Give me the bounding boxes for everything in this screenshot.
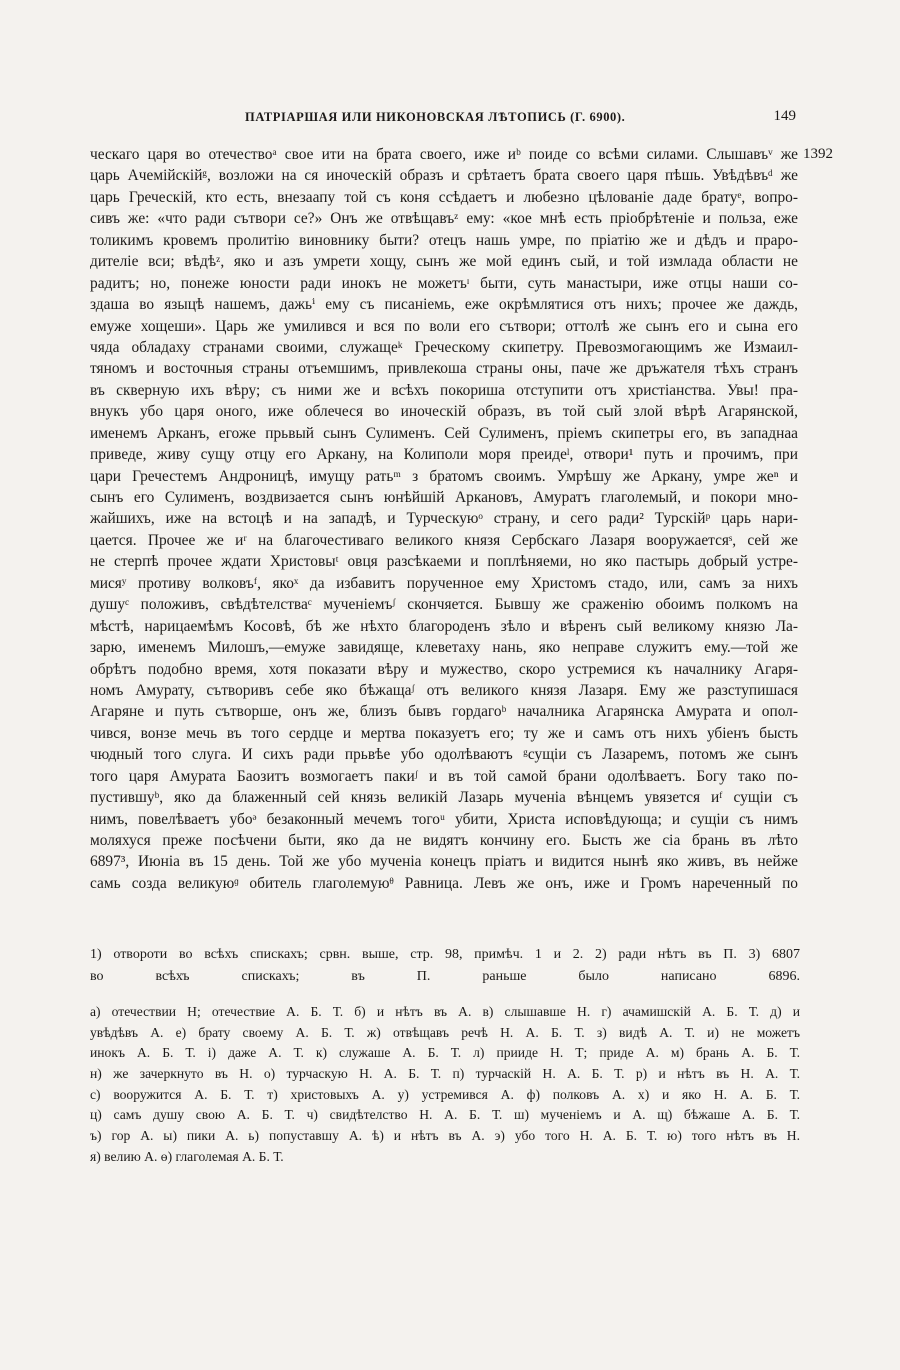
variant-readings-block — [90, 1002, 800, 1168]
footnote-line: во всѣхъ спискахъ; въ П. раньше было написано 6896. — [90, 968, 800, 984]
text-line: приведе, живу сущу отцу его Аркану, на Колиполи моря преидеˡ, отвори¹ путь и прочимъ, при — [90, 446, 798, 464]
variant-line: увѣдѣвъ А. е) брату своему А. Б. Т. ж) отвѣщавъ речѣ Н. А. Б. Т. з) видѣ А. Т. и) не можетъ — [90, 1024, 800, 1040]
main-text-block — [90, 144, 798, 894]
text-line: Агаряне и путь сътворше, онъ же, близъ бывъ гордагоᵇ началника Агарянска Амурата и опол- — [90, 703, 798, 721]
variant-line: ъ) гор А. ы) пики А. ь) попуставшу А. ѣ) и нѣтъ въ А. э) убо того Н. А. Б. Т. ю) того нѣтъ въ Н. — [90, 1128, 800, 1144]
text-line: здаша во языцѣ нашемъ, дажьⁱ ему съ писаніемь, еже окрѣмлятися отъ нихъ; прочее же даждь, — [90, 296, 798, 314]
text-line: чяда обладаху странами своими, служащеᵏ Греческому скипетру. Превозмогающимъ же Измаил- — [90, 338, 798, 356]
variant-line: инокъ А. Б. Т. і) даже А. Т. к) служаше А. Б. Т. л) прииде Н. Т; приде А. м) брань А. Б. Т. — [90, 1045, 800, 1061]
text-line: именемъ Арканъ, егоже прьвый сынъ Сулименъ. Сей Сулименъ, пріемъ скипетры его, въ западнаа — [90, 424, 798, 442]
text-line: царь Греческій, кто есть, внезаапу той съ коня ссѣдаетъ и любезно цѣлованіе даде братуᵉ, вопро- — [90, 188, 798, 206]
text-line: жайшихъ, иже на встоцѣ и на западѣ, и Турческуюᵒ страну, и сего ради² Турскійᵖ царь нари- — [90, 510, 798, 528]
page-header — [90, 110, 800, 132]
text-line: радитъ; но, понеже юности ради инокъ не можетъᶦ быти, суть манастыри, иже отцы наши со- — [90, 274, 798, 292]
text-line: нимъ, повелѣваетъ убоᵊ безаконный мечемъ тогоᵘ убити, Христа исповѣдующа; и сущіи съ нимъ — [90, 810, 798, 828]
text-line: сынъ его Сулименъ, воздвизается сынъ юнѣйшій Аркановъ, Амуратъ глаголемый, и покори мно- — [90, 489, 798, 506]
text-line: душуᶜ положивъ, свѣдѣтелстваᶜ мученіемъᶴ скончяется. Бывшу же сраженію обоимъ полкомъ на — [90, 596, 798, 614]
text-line: царь Ачемійскійᵍ, возложи на ся иноческій образъ и срѣтаетъ брата своего царя пѣшь. Увѣдѣвъᵈ же — [90, 167, 798, 185]
variant-line: с) вооружится А. Б. Т. т) христовыхъ А. у) устремився А. ф) полковъ А. х) и яко Н. А. Б. Т. — [90, 1086, 800, 1102]
text-line: 6897³, Июніа въ 15 день. Той же убо мученіа конецъ пріатъ и видится нынѣ яко живъ, въ нейже — [90, 853, 798, 871]
variant-line: я) велию А. ѳ) глаголемая А. Б. Т. — [90, 1148, 284, 1164]
text-line: обрѣтъ подобно время, хотя показати вѣру и мужество, скоро устремися къ началнику Агаря- — [90, 660, 798, 678]
text-line: въ скверную ихъ вѣру; съ ними же и всѣхъ покориша отступити отъ христіанства. Увы! пра- — [90, 381, 798, 399]
variant-line: ц) самъ душу свою А. Б. Т. ч) свидѣтелство Н. А. Б. Т. ш) мученіемъ и А. щ) бѣжаше А. Б. Т. — [90, 1107, 800, 1123]
footnote-line: 1) отвороти во всѣхъ спискахъ; срвн. выше, стр. 98, примѣч. 1 и 2. 2) ради нѣтъ въ П. 3) 6807 — [90, 947, 800, 962]
text-line: чився, вонзе мечь въ того сердце и мертва показуетъ его; ту же и самъ отъ нихъ убіенъ бысть — [90, 724, 798, 742]
text-line: цари Гречестемъ Андроницѣ, имущу ратьᵐ з братомъ своимъ. Умрѣшу же Аркану, умре жеⁿ и — [90, 467, 798, 485]
text-line: емуже хощеши». Царь же умилився и вся по воли его сътвори; оттолѣ же сынъ его и сына его — [90, 317, 798, 335]
text-line: самь созда великуюᶢ обитель глаголемуюᶿ Равница. Левъ же онъ, иже и Громъ нареченный по — [90, 874, 798, 892]
text-line: дителіе вси; вѣдѣᶻ, яко и азъ умрети хощу, сынъ же мой единъ сый, и той измлада области не — [90, 253, 798, 271]
text-line: внукъ убо царя оного, иже облечеся во иноческій образъ, въ той сый злой вѣрѣ Агарянской, — [90, 403, 798, 421]
text-line: толикимъ кровемъ пролитію виновнику быти? отецъ нашь умре, по пріатію же и дѣдъ и праро- — [90, 231, 798, 249]
variant-line: а) отечествии Н; отечествие А. Б. Т. б) и нѣтъ въ А. в) слышавше Н. г) ачамишскій А. Б. Т. д) и — [90, 1004, 800, 1019]
text-line: мѣстѣ, нарицаемѣмъ Косовѣ, бѣ же нѣхто благороденъ зѣло и вѣренъ сый великому князю Ла- — [90, 617, 798, 635]
text-line: того царя Амурата Баозитъ возмогаетъ пакиᶴ и въ той самой брани одолѣваетъ. Богу тако по- — [90, 767, 798, 785]
margin-year: 1392 — [803, 146, 833, 162]
text-line: тяномъ и восточныя страны отъемшимъ, привлекоша страны оны, паче же дръжателя тѣхъ странъ — [90, 360, 798, 378]
page-number: 149 — [773, 108, 796, 124]
text-line: сивъ же: «что ради сътвори се?» Онъ же отвѣщавъᶻ ему: «кое мнѣ есть пріобрѣтеніе и польза, еже — [90, 210, 798, 228]
running-title: ПАТРІАРШАЯ ИЛИ НИКОНОВСКАЯ ЛѢТОПИСЬ (Г. 6900). — [245, 110, 626, 124]
text-line: не стерпѣ прочее ждати Христовыᵗ овця разсѣкаеми и поплѣняеми, но яко пастырь добрый устре- — [90, 553, 798, 571]
text-line: номъ Амурату, сътворивъ себе яко бѣжащаᶴ отъ великого князя Лазаря. Ему же разступишася — [90, 681, 798, 699]
variant-line: н) же зачеркнуто въ Н. о) турчаскую Н. А. Б. Т. п) турчаскій Н. А. Б. Т. р) и нѣтъ въ Н. А. Т. — [90, 1066, 800, 1082]
text-line: ческаго царя во отечествоᵃ свое ити на брата своего, иже иᵇ поиде со всѣми силами. Слышавъᵛ же — [90, 146, 798, 163]
text-line: чюдный того слуга. И сихъ ради прьвѣе убо одолѣваютъ ᵍсущіи съ Лазаремъ, потомъ же сынъ — [90, 746, 798, 764]
text-line: мисяʸ противу волковъᶠ, якоˣ да избавитъ порученное ему Христомъ стадо, или, самъ за нихъ — [90, 574, 798, 592]
text-line: цается. Прочее же иʳ на благочестиваго великого князя Сербскаго Лазаря вооружаетсяˢ, сей же — [90, 531, 798, 549]
text-line: моляхуся преже посѣчени быти, яко да не видятъ кончину его. Бысть же сіа брань въ лѣто — [90, 832, 798, 849]
text-line: пустившуᵇ, яко да блаженный сей князь великій Лазарь мученіа вѣнцемъ увязется иᶠ сущіи съ — [90, 789, 798, 807]
footnotes-block — [90, 944, 800, 987]
text-line: зарю, именемъ Милошъ,—емуже завидяще, клеветаху нань, яко неправе служитъ ему.—той же — [90, 639, 798, 657]
